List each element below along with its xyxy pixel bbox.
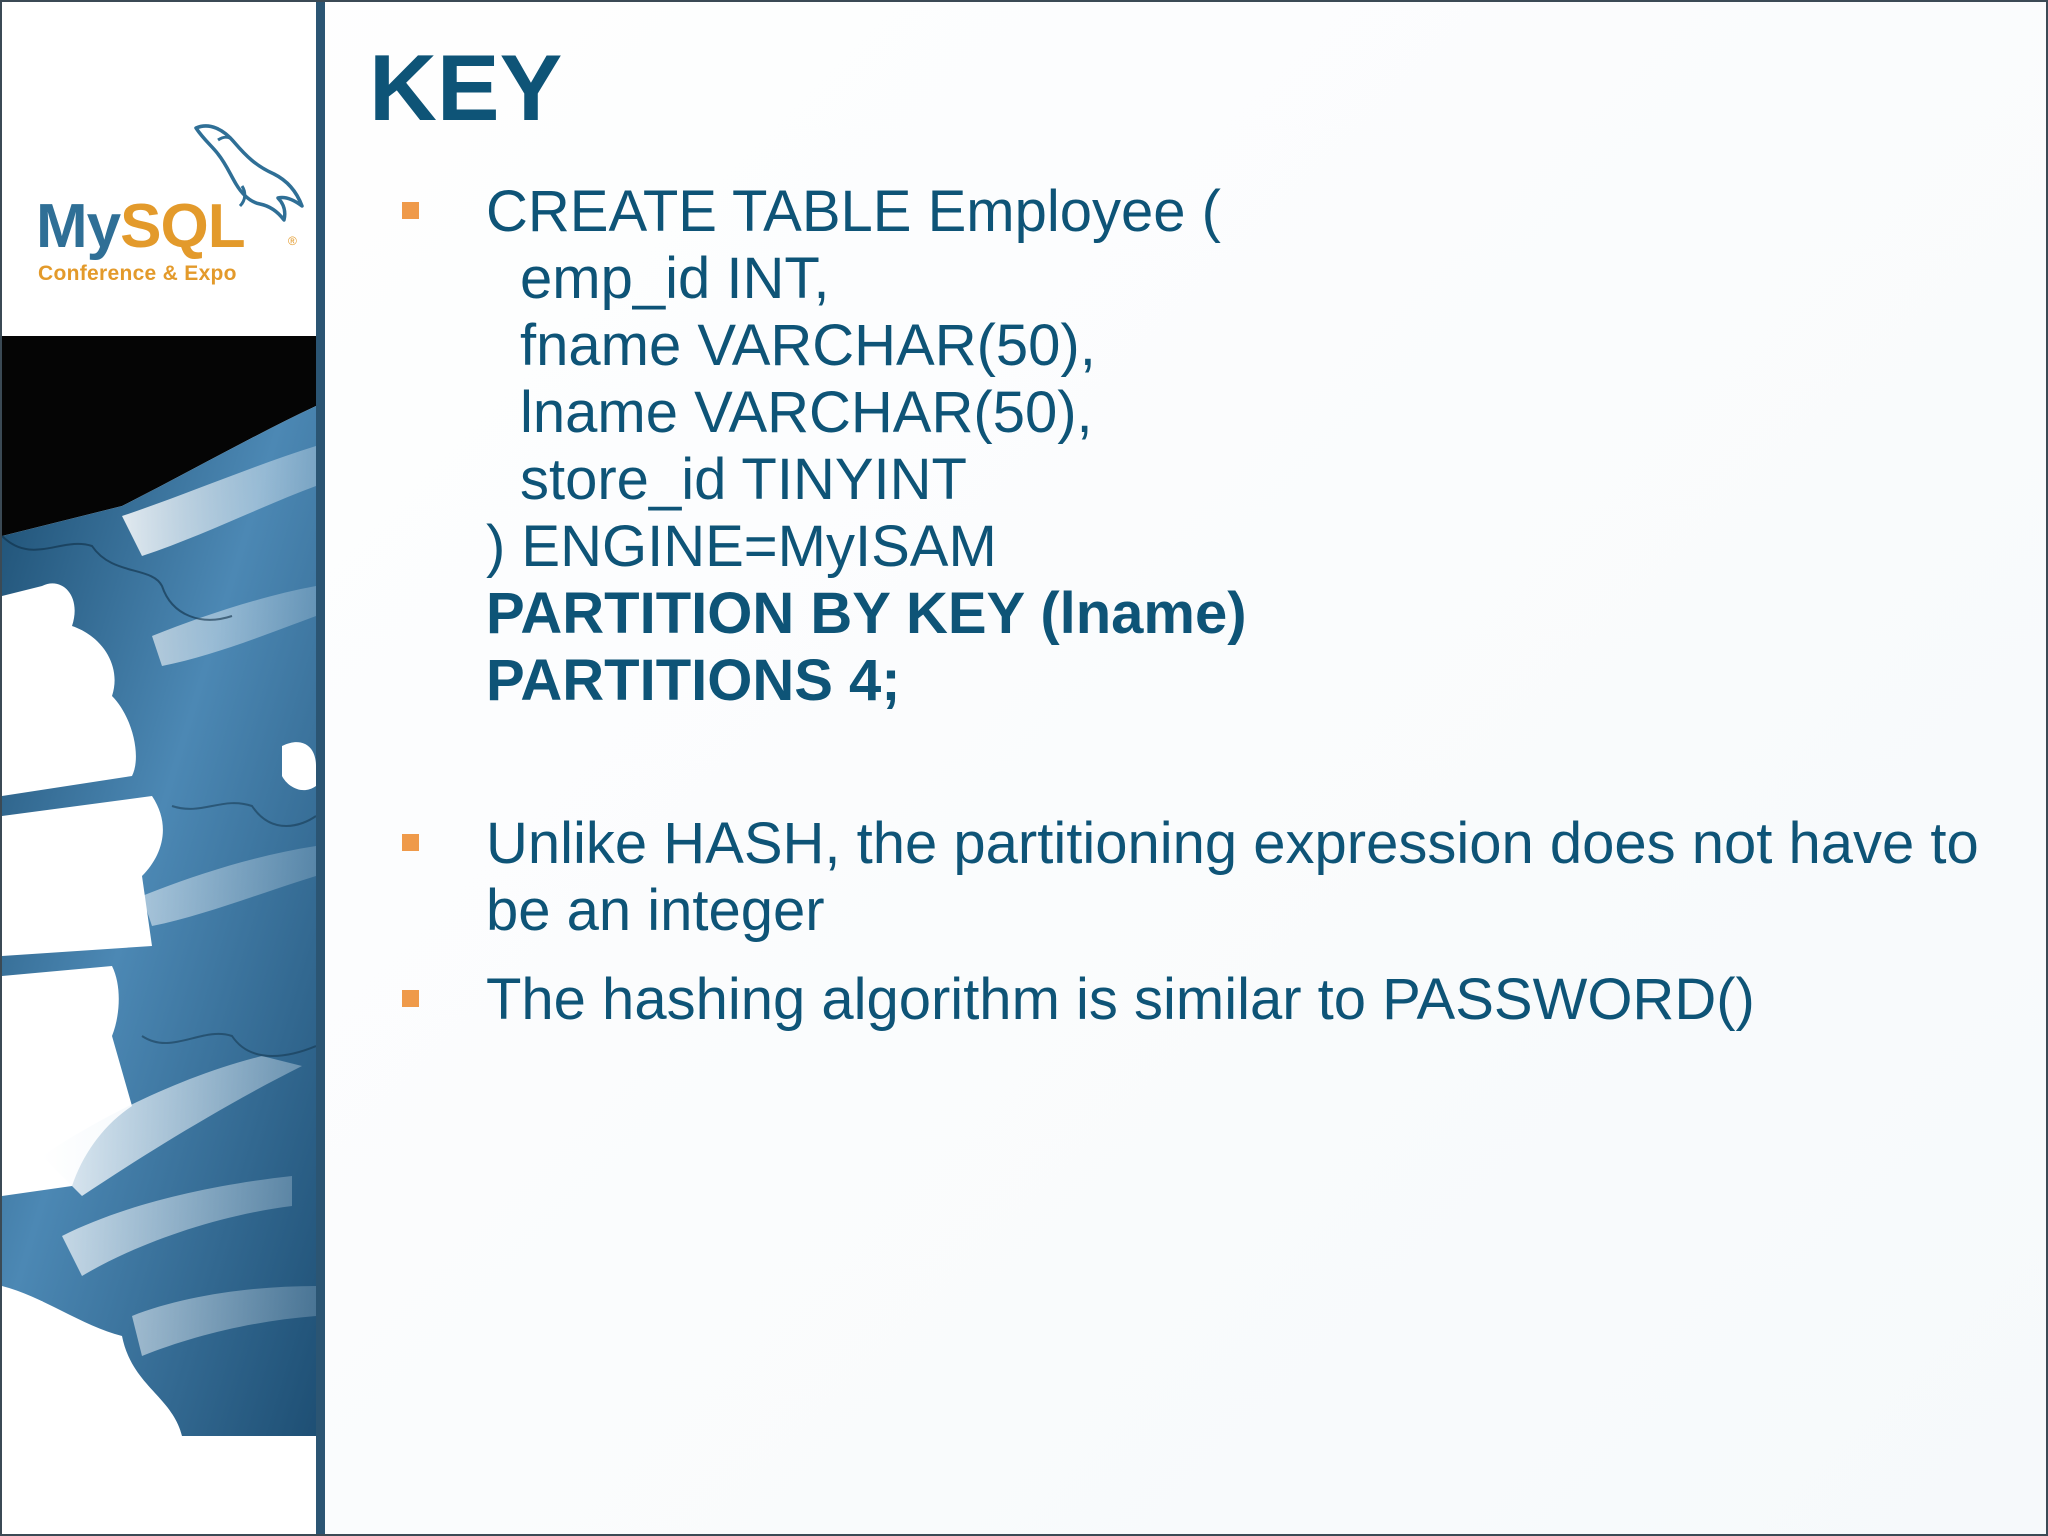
bullet-code-example	[392, 178, 2012, 714]
code-line: fname VARCHAR(50),	[520, 313, 1096, 378]
code-line-partition-by: PARTITION BY KEY (lname)	[486, 581, 1247, 646]
code-line-partitions: PARTITIONS 4;	[486, 648, 901, 713]
logo-my-text: My	[36, 192, 121, 261]
bullet-marker-icon	[402, 990, 419, 1007]
puzzle-earth-image	[2, 336, 316, 1536]
logo-sql-text: SQL	[120, 192, 245, 261]
code-line: ) ENGINE=MyISAM	[486, 514, 997, 579]
bullet-item	[392, 810, 2012, 944]
code-line: CREATE TABLE Employee (	[486, 179, 1221, 244]
logo-subtitle: Conference & Expo	[38, 262, 237, 285]
bullet-item	[392, 966, 2012, 1033]
bullet-list	[392, 178, 2012, 1033]
mysql-wordmark	[36, 192, 245, 261]
slide-title: KEY	[369, 35, 563, 140]
bullet-text: The hashing algorithm is similar to PASSWORD()	[486, 967, 1755, 1032]
mysql-logo	[22, 120, 302, 300]
bullet-marker-icon	[402, 834, 419, 851]
bullet-marker-icon	[402, 202, 419, 219]
sidebar	[2, 2, 316, 1536]
code-line: emp_id INT,	[520, 246, 830, 311]
bullet-text: Unlike HASH, the partitioning expression does not have to be an integer	[486, 811, 1979, 943]
sidebar-divider	[316, 2, 325, 1536]
code-line: lname VARCHAR(50),	[520, 380, 1093, 445]
registered-mark: ®	[288, 234, 297, 248]
code-line: store_id TINYINT	[520, 447, 967, 512]
